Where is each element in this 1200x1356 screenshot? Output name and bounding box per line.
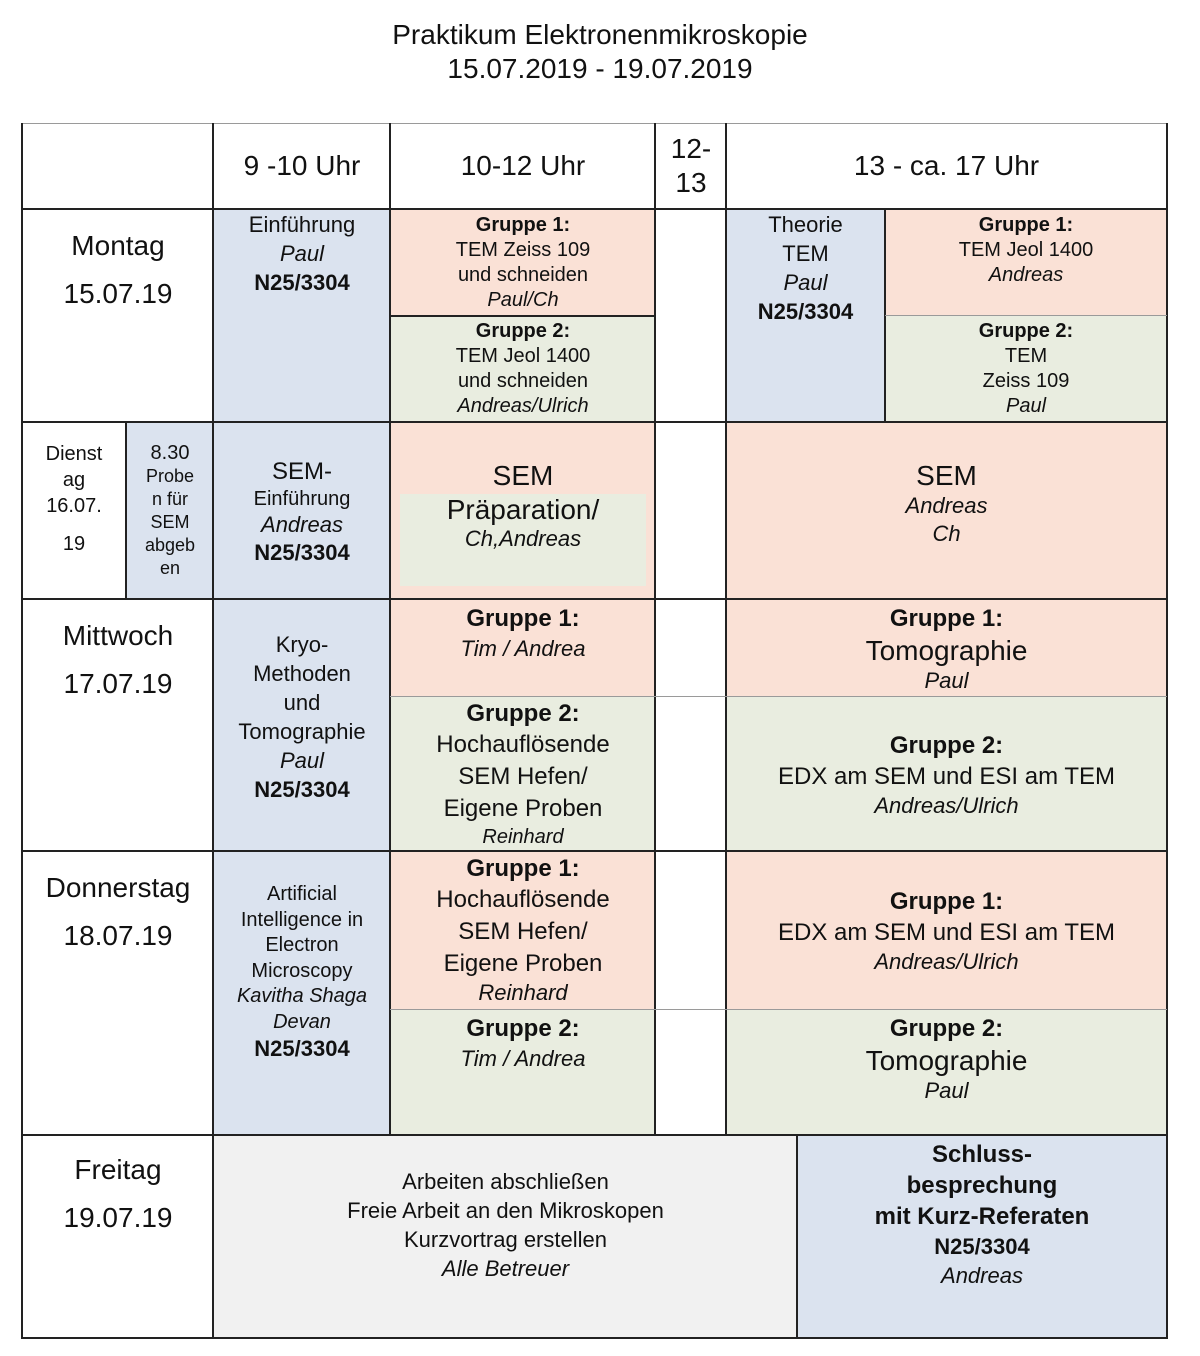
thursday-pm-group-2 [726,1010,1167,1135]
wednesday-date: 17.07.19 [63,668,173,699]
tuesday-note-line-5: abgeb [144,535,196,555]
thursday-pm-group-1 [726,852,1167,1009]
thursday-am-group-1-person: Reinhard [478,980,568,1005]
column-line-day [212,123,214,1339]
monday-pm-group-2 [885,315,1167,422]
monday-am-group-1-line-1: TEM Zeiss 109 [455,239,591,261]
tuesday-note-line-3: n für [151,489,189,509]
monday-introduction [214,210,390,422]
header-slot-10-12 [390,124,656,208]
wednesday-am-group-2-label: Gruppe 2: [466,700,580,727]
header-slot-12-13 [656,124,726,208]
header-slot-12-13-line-1: 12- [670,133,712,164]
thursday-am-group-1-line-1: Hochauflösende [436,886,610,913]
thursday-pm-group-1-person: Andreas/Ulrich [874,949,1019,974]
monday-am-group-2-label: Gruppe 2: [475,320,571,342]
friday-final-line-1: Schluss- [931,1141,1033,1168]
friday-final-person: Andreas [941,1263,1023,1288]
wednesday-cryo-methods [214,600,390,851]
tuesday-sem-preparation [390,423,656,599]
friday-final-discussion [797,1136,1167,1339]
friday-work-line-2: Freie Arbeit an den Mikroskopen [347,1198,664,1223]
wednesday-am-group-2 [390,697,656,851]
thursday-am-group-2-label: Gruppe 2: [466,1015,580,1042]
wednesday-pm-group-1 [726,600,1167,696]
friday-work-person: Alle Betreuer [441,1256,570,1281]
friday-work-line-3: Kurzvortrag erstellen [404,1227,607,1252]
thursday-day-cell [22,852,214,1135]
monday-introduction-person: Paul [279,241,325,266]
monday-pm-group-2-line-2: Zeiss 109 [982,370,1070,392]
title-line-1: Praktikum Elektronenmikroskopie [392,19,808,50]
table-border-top [22,123,1168,124]
friday-date: 19.07.19 [63,1202,173,1233]
friday-inner-line [796,1136,798,1339]
monday-bottom-line [22,421,1168,423]
table-border-bottom [22,1337,1168,1339]
thursday-intro-person-2: Devan [273,1010,331,1033]
wednesday-pm-group-1-line-1: Tomographie [865,635,1028,666]
thursday-intro-line-2: Intelligence in [240,908,364,931]
title-line-2: 15.07.2019 - 19.07.2019 [447,53,753,84]
thursday-date: 18.07.19 [63,920,173,951]
wednesday-day-cell [22,600,214,851]
thursday-bottom-line [22,1134,1168,1136]
monday-date: 15.07.19 [63,278,173,309]
monday-day-name: Montag [71,230,165,261]
tuesday-pm-person-2: Ch [932,521,961,546]
tuesday-day-line-3: 16.07. [46,495,102,517]
monday-am-group-2-line-2: und schneiden [457,370,589,392]
wednesday-pm-group-2 [726,697,1167,851]
thursday-intro-room: N25/3304 [254,1036,350,1061]
wednesday-pm-group-2-person: Andreas/Ulrich [874,792,1019,818]
wednesday-pm-group-2-line-1: EDX am SEM und ESI am TEM [778,762,1115,790]
tuesday-intro-person: Andreas [261,512,343,537]
wednesday-day-name: Mittwoch [62,620,174,651]
tuesday-note-line-6: en [159,558,181,578]
column-line-10-12 [654,123,656,1136]
monday-pm-group-1-label: Gruppe 1: [978,214,1074,236]
header-bottom-line [22,208,1168,210]
tuesday-sem-afternoon [726,423,1167,599]
tuesday-day-line-2: ag [62,469,86,491]
wednesday-am-group-2-line-2: SEM Hefen/ [458,763,588,790]
monday-theory-line-1: Theorie [768,212,843,237]
tuesday-inner-line [125,423,127,599]
thursday-am-group-1-line-2: SEM Hefen/ [458,918,588,945]
header-slot-13-17 [726,124,1167,208]
friday-day-cell [22,1136,214,1339]
wednesday-am-group-1-person: Tim / Andrea [460,636,586,661]
tuesday-note-line-4: SEM [150,512,190,532]
monday-pm-group-2-label: Gruppe 2: [978,320,1074,342]
thursday-intro-line-1: Artificial [266,883,337,905]
monday-theory-person: Paul [783,270,828,295]
monday-pm-group-1-person: Andreas [988,264,1064,286]
wednesday-pm-group-2-label: Gruppe 2: [889,731,1004,759]
wednesday-split [390,696,1167,697]
friday-free-work [214,1136,797,1339]
wednesday-intro-room: N25/3304 [254,777,350,802]
tuesday-intro-line-1: SEM- [272,458,332,485]
monday-pm-group-2-person: Paul [1005,395,1047,417]
monday-introduction-title: Einführung [248,212,356,237]
monday-pm-group-1 [885,210,1167,315]
tuesday-day-line-1: Dienst [45,443,103,465]
friday-final-room: N25/3304 [934,1234,1030,1259]
tuesday-day-cell [22,423,126,599]
tuesday-sem-introduction [214,423,390,599]
schedule-title [0,18,1200,86]
friday-day-name: Freitag [74,1154,162,1185]
tuesday-day-line-4: 19 [62,533,86,555]
wednesday-pm-group-1-label: Gruppe 1: [889,605,1004,632]
monday-am-group-1 [390,210,656,316]
thursday-day-name: Donnerstag [45,872,191,903]
wednesday-intro-line-4: Tomographie [238,719,366,744]
monday-theory-line [884,210,886,422]
header-slot-13-17-label: 13 - ca. 17 Uhr [853,150,1040,181]
wednesday-am-group-2-line-1: Hochauflösende [436,731,610,758]
column-line-12-13 [725,123,727,1136]
thursday-pm-group-1-line-1: EDX am SEM und ESI am TEM [778,919,1115,946]
tuesday-note-line-1: 8.30 [150,442,190,464]
monday-am-group-1-label: Gruppe 1: [475,214,571,236]
wednesday-am-group-2-person: Reinhard [482,826,564,848]
thursday-intro-line-4: Microscopy [251,959,353,982]
tuesday-note-line-2: Probe [145,466,195,486]
header-slot-10-12-label: 10-12 Uhr [460,150,586,181]
thursday-split [390,1009,1167,1010]
friday-final-line-2: besprechung [906,1172,1058,1199]
thursday-am-group-2-person: Tim / Andrea [460,1046,586,1071]
wednesday-am-group-1 [390,600,656,696]
friday-work-line-1: Arbeiten abschließen [402,1169,609,1194]
tuesday-am-line-2: Präparation/ [446,494,600,525]
thursday-pm-group-2-line-1: Tomographie [865,1045,1028,1076]
thursday-am-group-1 [390,852,656,1009]
monday-pm-group-2-line-1: TEM [1004,345,1048,367]
monday-theory-line-2: TEM [782,241,829,266]
tuesday-am-line-1: SEM [492,460,554,491]
tuesday-intro-room: N25/3304 [254,540,350,565]
table-border-right [1166,123,1168,1339]
monday-am-group-2-line-1: TEM Jeol 1400 [455,345,591,367]
wednesday-intro-line-2: Methoden [253,661,351,686]
tuesday-am-person: Ch,Andreas [464,526,582,551]
wednesday-intro-person: Paul [279,748,325,773]
header-slot-9-10 [214,124,390,208]
thursday-am-group-1-line-3: Eigene Proben [443,950,603,977]
thursday-pm-group-1-label: Gruppe 1: [889,888,1004,915]
monday-day-cell [22,210,214,422]
wednesday-intro-line-3: und [283,690,321,715]
monday-theory-tem [726,210,885,422]
thursday-am-group-1-label: Gruppe 1: [466,855,580,882]
wednesday-intro-line-1: Kryo- [275,632,329,657]
thursday-ai-lecture [214,852,390,1135]
wednesday-pm-group-1-person: Paul [924,668,969,693]
friday-final-line-3: mit Kurz-Referaten [874,1203,1090,1230]
monday-pm-split [885,315,1167,316]
monday-am-group-2 [390,316,656,422]
tuesday-bottom-line [22,598,1168,600]
column-line-9-10 [389,123,391,1136]
table-border-left [21,123,23,1339]
header-slot-12-13-line-2: 13 [675,167,707,198]
header-slot-9-10-label: 9 -10 Uhr [243,150,361,181]
wednesday-bottom-line [22,850,1168,852]
wednesday-am-group-2-line-3: Eigene Proben [443,795,603,822]
tuesday-intro-line-2: Einführung [253,488,351,510]
monday-am-group-1-person: Paul/Ch [487,289,559,311]
tuesday-sample-note [126,423,214,599]
wednesday-am-group-1-label: Gruppe 1: [466,605,580,632]
monday-am-group-1-line-2: und schneiden [457,264,589,286]
thursday-intro-line-3: Electron [265,934,339,956]
monday-introduction-room: N25/3304 [254,270,350,295]
thursday-pm-group-2-label: Gruppe 2: [889,1015,1004,1042]
thursday-am-group-2 [390,1010,656,1135]
tuesday-pm-person-1: Andreas [905,493,988,518]
thursday-intro-person-1: Kavitha Shaga [236,985,368,1007]
monday-pm-group-1-line-1: TEM Jeol 1400 [958,239,1094,261]
monday-am-split [390,315,656,317]
monday-theory-room: N25/3304 [757,299,854,324]
tuesday-pm-line-1: SEM [916,460,977,491]
monday-am-group-2-person: Andreas/Ulrich [457,395,589,417]
tuesday-am-green-inset [400,494,646,586]
thursday-pm-group-2-person: Paul [924,1078,969,1103]
